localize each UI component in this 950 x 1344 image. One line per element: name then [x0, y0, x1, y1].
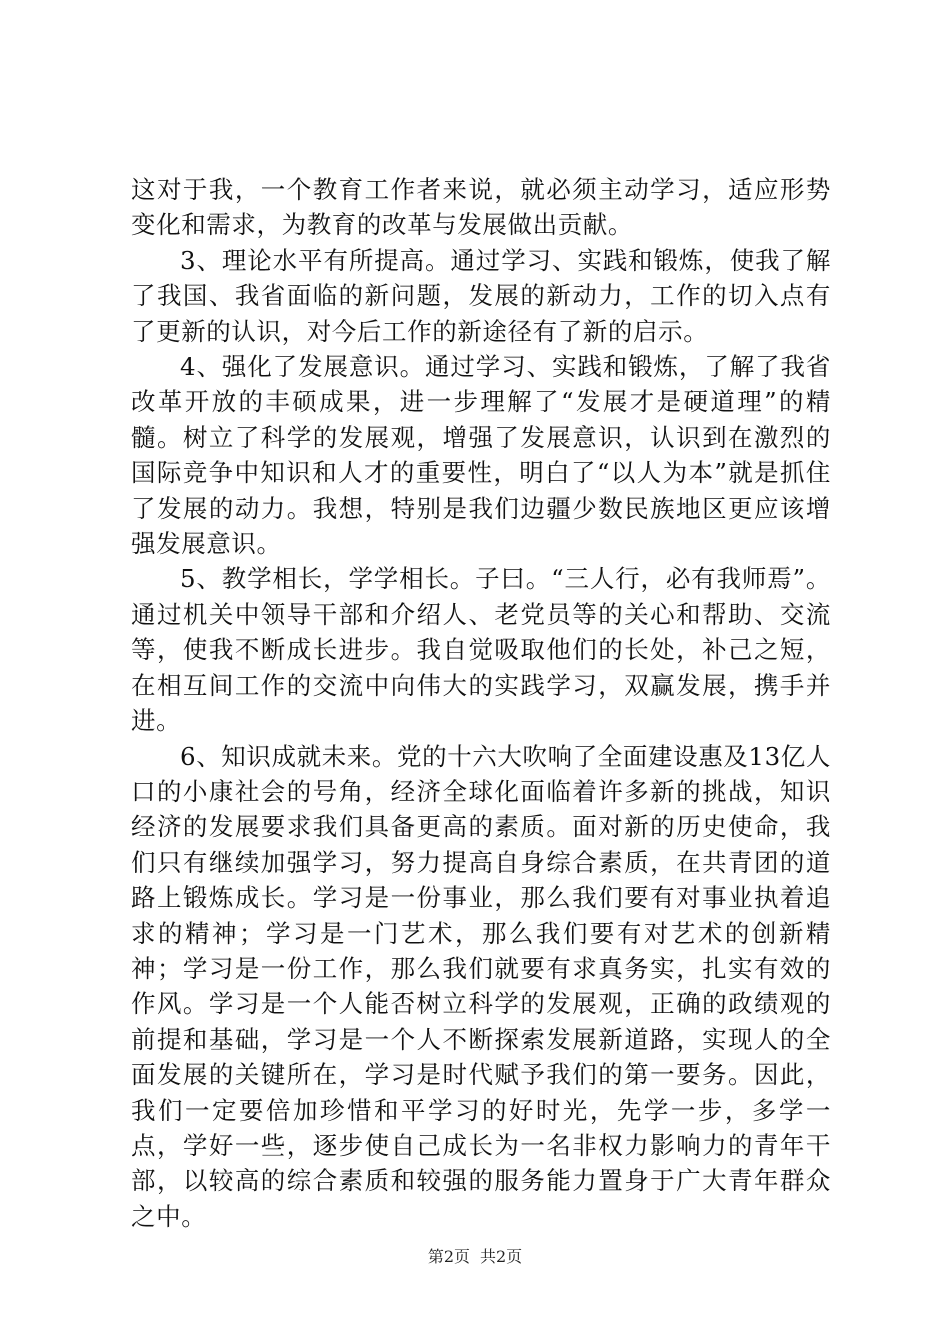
paragraph-item-6: 6、知识成就未来。党的十六大吹响了全面建设惠及13亿人口的小康社会的号角，经济全球化面临着许多新的挑战，知识经济的发展要求我们具备更高的素质。面对新的历史使命，我们只有继续加强学习，努力提高自身综合素质，在共青团的道路上锻炼成长。学习是一份事业，那么我们要有对事业执着追求的精神；学习是一门艺术，那么我们要有对艺术的创新精神；学习是一份工作，那么我们就要有求真务实，扎实有效的作风。学习是一个人能否树立科学的发展观，正确的政绩观的前提和基础，学习是一个人不断探索发展新道路，实现人的全面发展的关键所在，学习是时代赋予我们的第一要务。因此，我们一定要倍加珍惜和平学习的好时光，先学一步，多学一点，学好一些，逐步使自己成长为一名非权力影响力的青年干部，以较高的综合素质和较强的服务能力置身于广大青年群众之中。 — [131, 741, 831, 1231]
paragraph-item-4: 4、强化了发展意识。通过学习、实践和锻炼，了解了我省改革开放的丰硕成果，进一步理解了“发展才是硬道理”的精髓。树立了科学的发展观，增强了发展意识，认识到在激烈的国际竞争中知识和人才的重要性，明白了“以人为本”就是抓住了发展的动力。我想，特别是我们边疆少数民族地区更应该增强发展意识。 — [131, 352, 831, 559]
page-number-current: 第2页 — [427, 1247, 470, 1266]
document-body — [131, 172, 831, 1234]
paragraph-continuation: 这对于我，一个教育工作者来说，就必须主动学习，适应形势变化和需求，为教育的改革与发展做出贡献。 — [131, 175, 831, 240]
paragraph-item-3: 3、理论水平有所提高。通过学习、实践和锻炼，使我了解了我国、我省面临的新问题，发展的新动力，工作的切入点有了更新的认识，对今后工作的新途径有了新的启示。 — [131, 245, 831, 346]
page-footer — [0, 1247, 950, 1267]
page-number-total: 共2页 — [480, 1247, 523, 1266]
paragraph-item-5: 5、教学相长，学学相长。子曰。“三人行，必有我师焉”。通过机关中领导干部和介绍人、老党员等的关心和帮助、交流等，使我不断成长进步。我自觉吸取他们的长处，补己之短，在相互间工作的交流中向伟大的实践学习，双赢发展，携手并进。 — [131, 564, 831, 736]
